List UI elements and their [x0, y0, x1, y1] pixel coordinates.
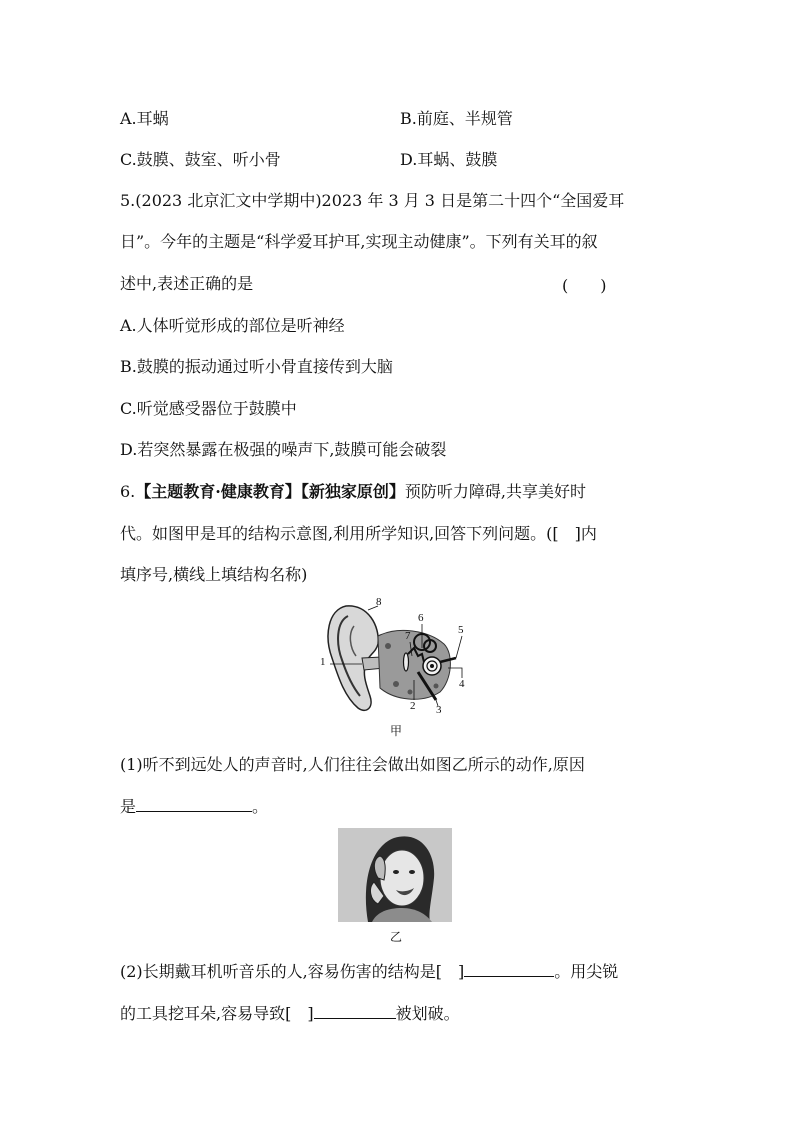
q6-sub2-line1	[120, 961, 618, 983]
q4-option-b: B.前庭、半规管	[400, 109, 513, 128]
ear-label-5: 5	[458, 624, 464, 636]
ear-diagram-illustration	[318, 596, 478, 720]
answer-blank-2[interactable]	[464, 975, 554, 977]
figure-jia-caption: 甲	[389, 724, 402, 738]
answer-blank-3[interactable]	[314, 1017, 396, 1019]
ear-label-7: 7	[405, 630, 411, 642]
cupping-ear-illustration	[338, 828, 452, 922]
ear-label-3: 3	[436, 704, 442, 716]
q4-option-c: C.鼓膜、鼓室、听小骨	[120, 150, 281, 169]
q5-stem-line3: 述中,表述正确的是	[120, 274, 254, 293]
answer-blank-1[interactable]	[136, 810, 252, 812]
figure-yi-caption: 乙	[389, 930, 402, 944]
ear-label-8: 8	[376, 596, 382, 608]
q6-number: 6.	[120, 482, 136, 501]
ear-structure-diagram	[318, 596, 478, 720]
q6-original-tag: 【新独家原创】	[300, 482, 405, 501]
q6-stem-text: 预防听力障碍,共享美好时	[404, 482, 586, 501]
ear-label-1: 1	[320, 656, 326, 668]
q5-option-c: C.听觉感受器位于鼓膜中	[120, 399, 297, 418]
q4-option-a: A.耳蜗	[120, 109, 169, 128]
q6-sub1-line1: (1)听不到远处人的声音时,人们往往会做出如图乙所示的动作,原因	[120, 755, 585, 774]
q6-sub2-prefix2: 的工具挖耳朵,容易导致[ ]	[120, 1004, 314, 1023]
q6-stem-line3: 填序号,横线上填结构名称)	[120, 565, 308, 584]
ear-label-2: 2	[410, 700, 416, 712]
ear-label-4: 4	[459, 678, 465, 690]
q6-sub1-suffix: 。	[252, 797, 269, 816]
q5-stem-line1: 5.(2023 北京汇文中学期中)2023 年 3 月 3 日是第二十四个“全国爱耳	[120, 191, 625, 210]
q4-option-d: D.耳蜗、鼓膜	[400, 150, 498, 169]
q6-sub2-suffix2: 被划破。	[395, 1004, 460, 1023]
q6-sub1-line2	[120, 796, 268, 818]
q5-option-b: B.鼓膜的振动通过听小骨直接传到大脑	[120, 357, 393, 376]
q6-stem-line2: 代。如图甲是耳的结构示意图,利用所学知识,回答下列问题。([ ]内	[120, 524, 597, 543]
ear-label-6: 6	[418, 612, 424, 624]
q5-answer-paren: ( )	[562, 276, 607, 295]
q6-theme-tag: 【主题教育·健康教育】	[135, 482, 301, 501]
q6-sub2-line2	[120, 1003, 460, 1025]
cupping-ear-photo	[338, 828, 452, 922]
q5-option-a: A.人体听觉形成的部位是听神经	[120, 316, 345, 335]
q6-sub1-prefix: 是	[120, 797, 137, 816]
q5-stem-line2: 日”。今年的主题是“科学爱耳护耳,实现主动健康”。下列有关耳的叙	[120, 232, 598, 251]
q6-stem-line1	[120, 481, 586, 503]
q6-sub2-suffix1: 。用尖锐	[554, 962, 619, 981]
q6-sub2-prefix1: (2)长期戴耳机听音乐的人,容易伤害的结构是[ ]	[120, 962, 465, 981]
q5-option-d: D.若突然暴露在极强的噪声下,鼓膜可能会破裂	[120, 440, 447, 459]
